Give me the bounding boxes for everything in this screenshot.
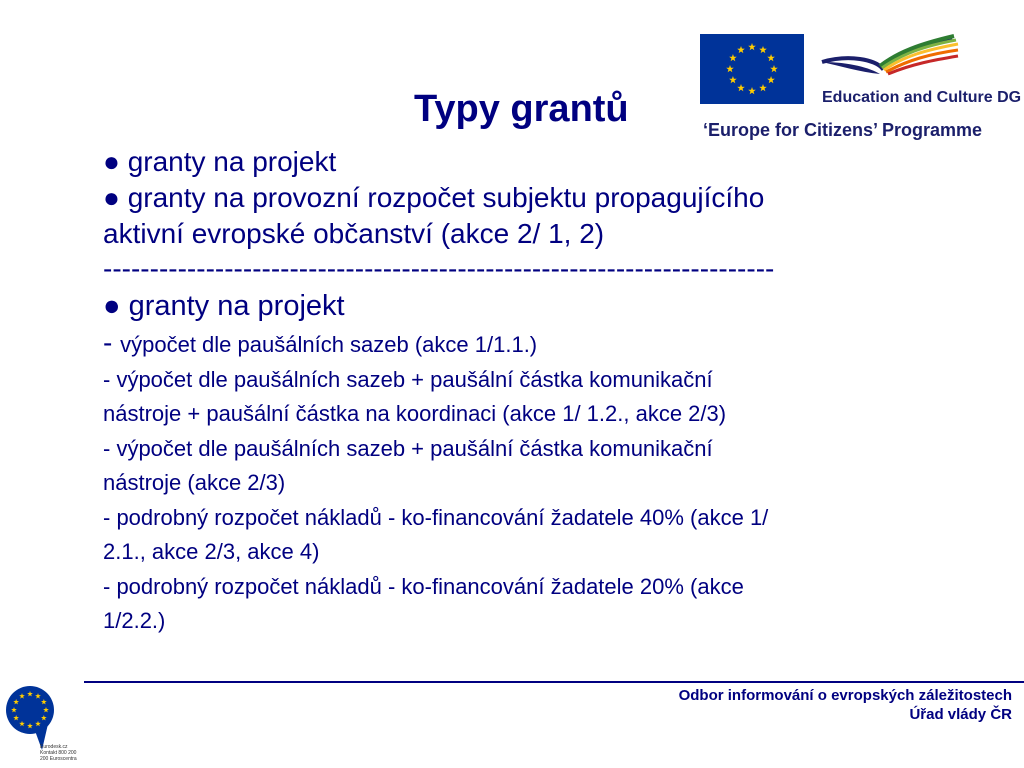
list-item: - výpočet dle paušálních sazeb + paušální částka komunikační xyxy=(103,435,713,461)
education-culture-logo-icon xyxy=(820,32,960,87)
bullet-item: ● granty na projekt xyxy=(103,290,345,322)
footer-department: Odbor informování o evropských záležitostech xyxy=(678,687,1012,704)
footer-divider xyxy=(84,681,1024,683)
list-item: - podrobný rozpočet nákladů - ko-financování žadatele 40% (akce 1/ xyxy=(103,504,769,530)
list-item-continuation: 2.1., akce 2/3, akce 4) xyxy=(103,539,320,564)
list-item: - podrobný rozpočet nákladů - ko-financování žadatele 20% (akce xyxy=(103,573,744,599)
eu-flag-icon xyxy=(700,34,804,104)
bullet-item-continuation: aktivní evropské občanství (akce 2/ 1, 2) xyxy=(103,218,605,249)
list-item-continuation: nástroje (akce 2/3) xyxy=(103,470,286,495)
eurodesk-caption: Eurodesk.cz Kontakt 800 200 200 Euroscentra xyxy=(40,744,77,762)
list-item-continuation: nástroje + paušální částka na koordinaci (akce 1/ 1.2., akce 2/3) xyxy=(103,401,727,426)
list-item: - výpočet dle paušálních sazeb (akce 1/1.1.) xyxy=(103,327,538,358)
footer-organization xyxy=(679,686,1012,724)
logo-dg-text: Education and Culture DG xyxy=(822,89,1022,106)
separator-line: ------------------------------------------------------------------------ xyxy=(103,253,775,284)
list-item-continuation: 1/2.2.) xyxy=(103,608,166,633)
list-item: - výpočet dle paušálních sazeb + paušální částka komunikační xyxy=(103,366,713,392)
footer-office: Úřad vlády ČR xyxy=(909,706,1012,723)
bullet-item: ● granty na provozní rozpočet subjektu propagujícího xyxy=(103,182,765,213)
page-title: Typy grantů xyxy=(414,88,629,130)
slide-content xyxy=(103,144,983,639)
dash-marker: - xyxy=(103,327,121,358)
logo-programme-text: ‘Europe for Citizens’ Programme xyxy=(703,120,983,140)
bullet-item: ● granty na projekt xyxy=(103,146,337,177)
